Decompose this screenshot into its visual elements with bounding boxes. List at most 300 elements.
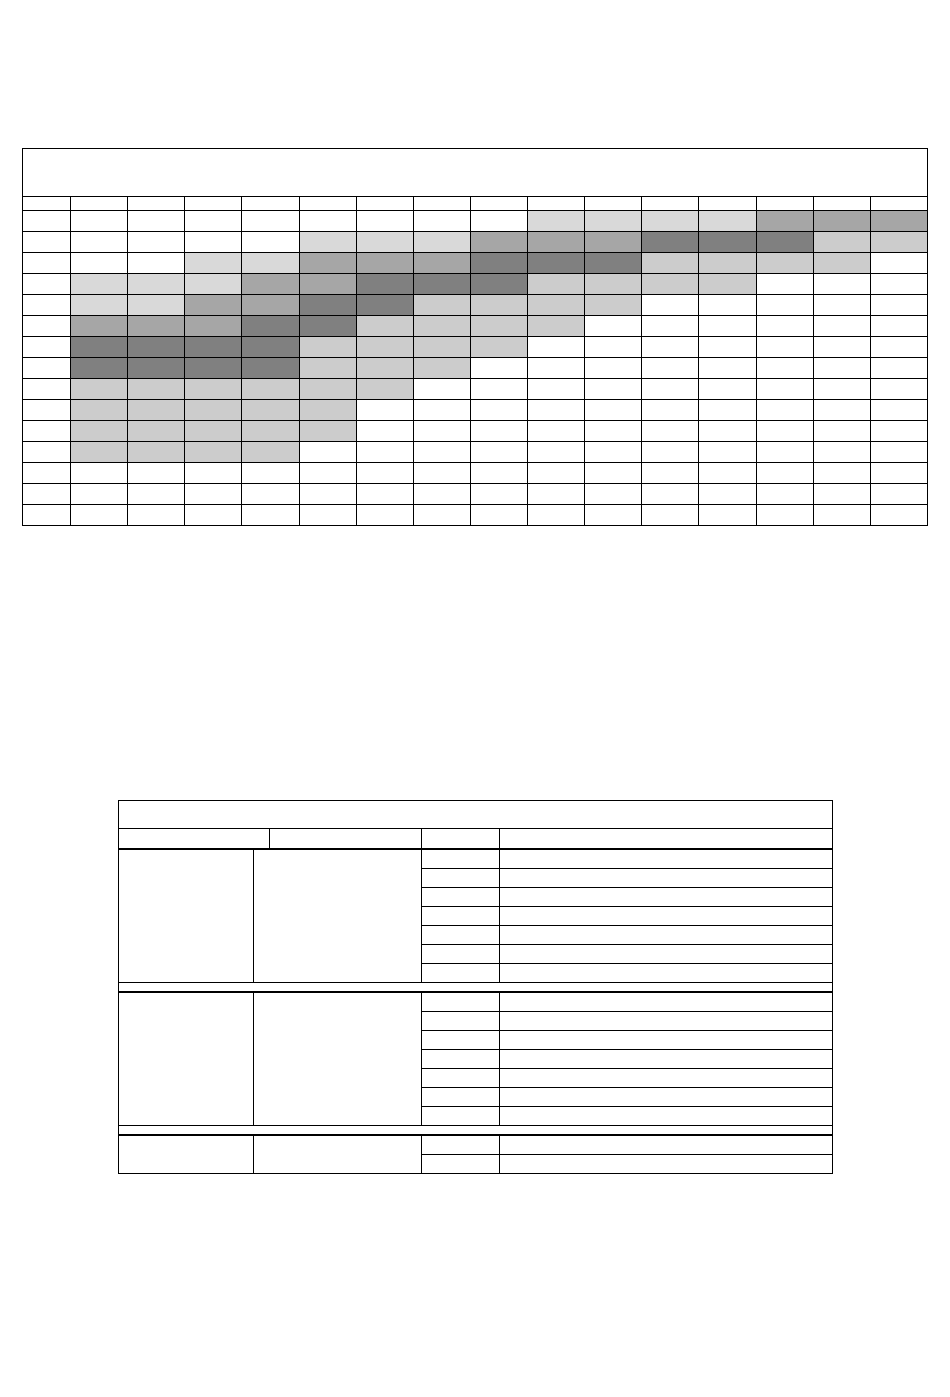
legend-group-label [119,993,253,1126]
grid-cell [642,442,699,463]
grid-cell [185,295,242,316]
legend-group-sublabel [253,1136,421,1174]
grid-cell [870,232,927,253]
grid-cell [756,463,813,484]
grid-cell [299,379,356,400]
grid-cell [699,295,756,316]
legend-groups [119,849,832,1174]
grid-cell [299,421,356,442]
grid-cell [23,337,71,358]
grid-cell [299,211,356,232]
grid-cell [813,463,870,484]
grid-cell [585,505,642,526]
grid-cell [299,274,356,295]
grid-cell [813,442,870,463]
grid-cell [585,316,642,337]
grid-row [23,211,928,232]
legend-description-cell [499,945,832,964]
legend-header-cell [499,829,832,849]
grid-cell [413,358,470,379]
grid-cell [356,295,413,316]
grid-row [23,421,928,442]
legend-code-cell [422,1050,499,1069]
grid-cell [242,232,299,253]
grid-cell [128,295,185,316]
legend-separator [119,983,832,992]
grid-cell [470,253,527,274]
grid-cell [23,505,71,526]
grid-cell [185,211,242,232]
grid-cell [185,337,242,358]
grid-cell [813,505,870,526]
grid-cell [185,232,242,253]
grid-cell [470,274,527,295]
grid-cell [356,337,413,358]
grid-cell [242,274,299,295]
legend-group-sublabel [253,850,421,983]
legend-separator [119,1126,832,1135]
grid-cell [185,421,242,442]
grid-cell [585,211,642,232]
grid-cell [585,337,642,358]
grid-cell [870,379,927,400]
grid-cell [23,295,71,316]
grid-title [23,149,928,197]
grid-cell [470,358,527,379]
grid-cell [356,484,413,505]
grid-cell [699,232,756,253]
grid-cell [413,505,470,526]
grid-cell [528,316,585,337]
grid-cell [813,316,870,337]
grid-cell [642,505,699,526]
grid-cell [756,211,813,232]
grid-header-cell [413,197,470,211]
grid-cell [813,232,870,253]
grid-cell [23,232,71,253]
grid-cell [185,274,242,295]
legend-code-cell [422,1069,499,1088]
grid-header-cell [299,197,356,211]
grid-cell [870,421,927,442]
grid-cell [299,505,356,526]
grid-cell [23,400,71,421]
grid-cell [299,295,356,316]
grid-cell [756,232,813,253]
grid-cell [585,358,642,379]
grid-cell [528,379,585,400]
grid-row [23,337,928,358]
grid-cell [185,484,242,505]
grid-cell [470,484,527,505]
grid-cell [642,379,699,400]
grid-cell [528,463,585,484]
grid-cell [299,253,356,274]
grid-cell [699,505,756,526]
grid-cell [756,295,813,316]
grid-cell [71,295,128,316]
grid-cell [470,505,527,526]
grid-row [23,484,928,505]
grid-cell [128,379,185,400]
grid-cell [813,337,870,358]
legend-code-cell [422,993,499,1012]
grid-cell [813,484,870,505]
legend-row [119,1136,832,1155]
grid-cell [413,421,470,442]
grid-cell [242,484,299,505]
grid-cell [356,421,413,442]
grid-cell [185,442,242,463]
grid-cell [185,379,242,400]
grid-cell [470,337,527,358]
grid-cell [528,421,585,442]
legend-header-cell [119,829,269,849]
grid-cell [23,421,71,442]
grid-cell [870,484,927,505]
grid-cell [242,211,299,232]
grid-cell [870,337,927,358]
grid-cell [585,274,642,295]
grid-cell [413,379,470,400]
legend-description-cell [499,1107,832,1126]
grid-row [23,253,928,274]
grid-cell [699,253,756,274]
legend-group [119,1135,832,1174]
grid-cell [128,421,185,442]
grid-header-cell [756,197,813,211]
grid-cell [299,463,356,484]
grid-cell [870,316,927,337]
legend-description-cell [499,1069,832,1088]
grid-cell [528,211,585,232]
grid-cell [356,316,413,337]
grid-cell [813,274,870,295]
grid-cell [413,295,470,316]
legend-description-cell [499,1155,832,1174]
grid-cell [242,253,299,274]
legend-header-cell [269,829,421,849]
grid-cell [870,274,927,295]
grid-cell [128,232,185,253]
grid-cell [356,253,413,274]
legend-description-cell [499,1012,832,1031]
grid-header-row [23,197,928,211]
grid-cell [413,400,470,421]
legend-description-cell [499,907,832,926]
grid-cell [585,484,642,505]
legend-code-cell [422,907,499,926]
grid-cell [356,211,413,232]
legend-group-sublabel [253,993,421,1126]
legend-description-cell [499,993,832,1012]
grid-row [23,358,928,379]
grid-cell [413,337,470,358]
grid-row [23,274,928,295]
grid-cell [756,274,813,295]
grid-row [23,316,928,337]
grid-cell [699,463,756,484]
grid-cell [699,400,756,421]
grid-row [23,232,928,253]
grid-cell [23,211,71,232]
grid-header-cell [642,197,699,211]
legend-header-row [119,829,832,849]
grid-cell [71,379,128,400]
legend-row [119,993,832,1012]
grid-row [23,295,928,316]
grid-cell [242,337,299,358]
legend-row [119,850,832,869]
grid-cell [470,442,527,463]
grid-row [23,442,928,463]
grid-cell [71,484,128,505]
legend-header-cell [422,829,499,849]
grid-header-cell [185,197,242,211]
grid-cell [870,400,927,421]
grid-cell [128,211,185,232]
grid-cell [299,484,356,505]
grid-cell [128,463,185,484]
legend-code-cell [422,1031,499,1050]
grid-row [23,463,928,484]
legend-code-cell [422,869,499,888]
grid-cell [585,463,642,484]
grid-cell [128,358,185,379]
legend-code-cell [422,964,499,983]
grid-cell [756,253,813,274]
grid-cell [756,442,813,463]
grid-cell [585,379,642,400]
legend-code-cell [422,1136,499,1155]
grid-cell [356,400,413,421]
grid-cell [756,484,813,505]
legend-description-cell [499,1136,832,1155]
grid-cell [356,358,413,379]
grid-cell [299,442,356,463]
grid-cell [642,253,699,274]
grid-cell [71,505,128,526]
grid-cell [813,253,870,274]
grid-header-cell [528,197,585,211]
grid-cell [71,442,128,463]
legend-code-cell [422,1107,499,1126]
grid-cell [813,358,870,379]
grid-cell [813,421,870,442]
grid-row [23,400,928,421]
grid-cell [870,463,927,484]
grid-cell [356,505,413,526]
grid-cell [71,400,128,421]
grid-cell [756,358,813,379]
legend-description-cell [499,964,832,983]
grid-cell [585,232,642,253]
grid-cell [528,295,585,316]
grid-cell [23,463,71,484]
grid-cell [528,358,585,379]
grid-cell [528,232,585,253]
grid-cell [71,232,128,253]
grid-cell [470,463,527,484]
grid-cell [23,316,71,337]
grid-cell [470,295,527,316]
grid-cell [585,400,642,421]
grid-cell [756,400,813,421]
grid-cell [356,442,413,463]
legend-description-cell [499,1088,832,1107]
grid-cell [470,232,527,253]
grid-cell [185,358,242,379]
grid-cell [756,379,813,400]
grid-cell [128,337,185,358]
grid-cell [128,484,185,505]
shaded-grid-table [22,148,928,526]
grid-cell [242,379,299,400]
grid-cell [71,211,128,232]
grid-cell [870,358,927,379]
grid-cell [642,484,699,505]
grid-cell [299,232,356,253]
grid-cell [528,274,585,295]
grid-cell [128,442,185,463]
legend-description-cell [499,888,832,907]
grid-cell [185,316,242,337]
grid-cell [128,505,185,526]
grid-cell [23,379,71,400]
legend-description-cell [499,1050,832,1069]
grid-cell [528,484,585,505]
grid-cell [356,274,413,295]
grid-cell [642,232,699,253]
legend-code-cell [422,926,499,945]
grid-cell [813,400,870,421]
grid-cell [756,505,813,526]
grid-cell [528,442,585,463]
grid-cell [413,274,470,295]
grid-cell [299,337,356,358]
grid-cell [870,442,927,463]
grid-cell [528,400,585,421]
grid-cell [185,505,242,526]
grid-cell [23,358,71,379]
grid-header-cell [699,197,756,211]
grid-cell [699,358,756,379]
grid-header-cell [128,197,185,211]
legend-group-label [119,850,253,983]
grid-cell [242,400,299,421]
grid-cell [242,421,299,442]
grid-cell [413,211,470,232]
grid-cell [413,316,470,337]
grid-cell [585,295,642,316]
legend-title [119,801,832,829]
grid-cell [699,316,756,337]
legend-description-cell [499,926,832,945]
grid-header-cell [470,197,527,211]
grid-cell [356,379,413,400]
legend-code-cell [422,1012,499,1031]
grid-header-cell [242,197,299,211]
legend-group [119,849,832,983]
grid-cell [128,274,185,295]
grid-cell [71,253,128,274]
legend-group [119,992,832,1126]
grid-cell [756,316,813,337]
grid-cell [699,337,756,358]
grid-cell [356,463,413,484]
grid-cell [413,442,470,463]
grid-cell [71,421,128,442]
grid-cell [128,400,185,421]
grid-cell [470,400,527,421]
grid-cell [642,274,699,295]
legend-description-cell [499,850,832,869]
grid-cell [413,484,470,505]
grid-cell [642,400,699,421]
grid-cell [699,274,756,295]
grid-cell [413,463,470,484]
grid-cell [71,358,128,379]
grid-cell [23,442,71,463]
grid-cell [470,211,527,232]
legend-description-cell [499,869,832,888]
grid-row [23,379,928,400]
grid-cell [585,442,642,463]
grid-header-cell [23,197,71,211]
grid-cell [756,421,813,442]
grid-cell [870,253,927,274]
grid-cell [242,316,299,337]
grid-cell [870,211,927,232]
grid-header-cell [585,197,642,211]
grid-cell [242,463,299,484]
grid-cell [585,253,642,274]
grid-cell [756,337,813,358]
grid-cell [642,463,699,484]
grid-cell [242,358,299,379]
grid-cell [642,337,699,358]
grid-cell [699,379,756,400]
grid-cell [585,421,642,442]
grid-cell [71,274,128,295]
grid-cell [299,316,356,337]
legend-description-cell [499,1031,832,1050]
grid-header-cell [71,197,128,211]
grid-cell [185,400,242,421]
grid-cell [642,316,699,337]
grid-header-cell [870,197,927,211]
grid-cell [813,379,870,400]
grid-cell [642,358,699,379]
grid-cell [128,253,185,274]
grid-cell [185,463,242,484]
grid-cell [299,358,356,379]
grid-cell [813,211,870,232]
legend-code-cell [422,850,499,869]
grid-cell [128,316,185,337]
grid-cell [528,505,585,526]
grid-cell [642,295,699,316]
legend-code-cell [422,1088,499,1107]
grid-cell [699,211,756,232]
grid-cell [528,253,585,274]
grid-cell [470,316,527,337]
grid-cell [470,379,527,400]
grid-cell [242,442,299,463]
grid-cell [71,337,128,358]
grid-cell [642,421,699,442]
grid-cell [642,211,699,232]
